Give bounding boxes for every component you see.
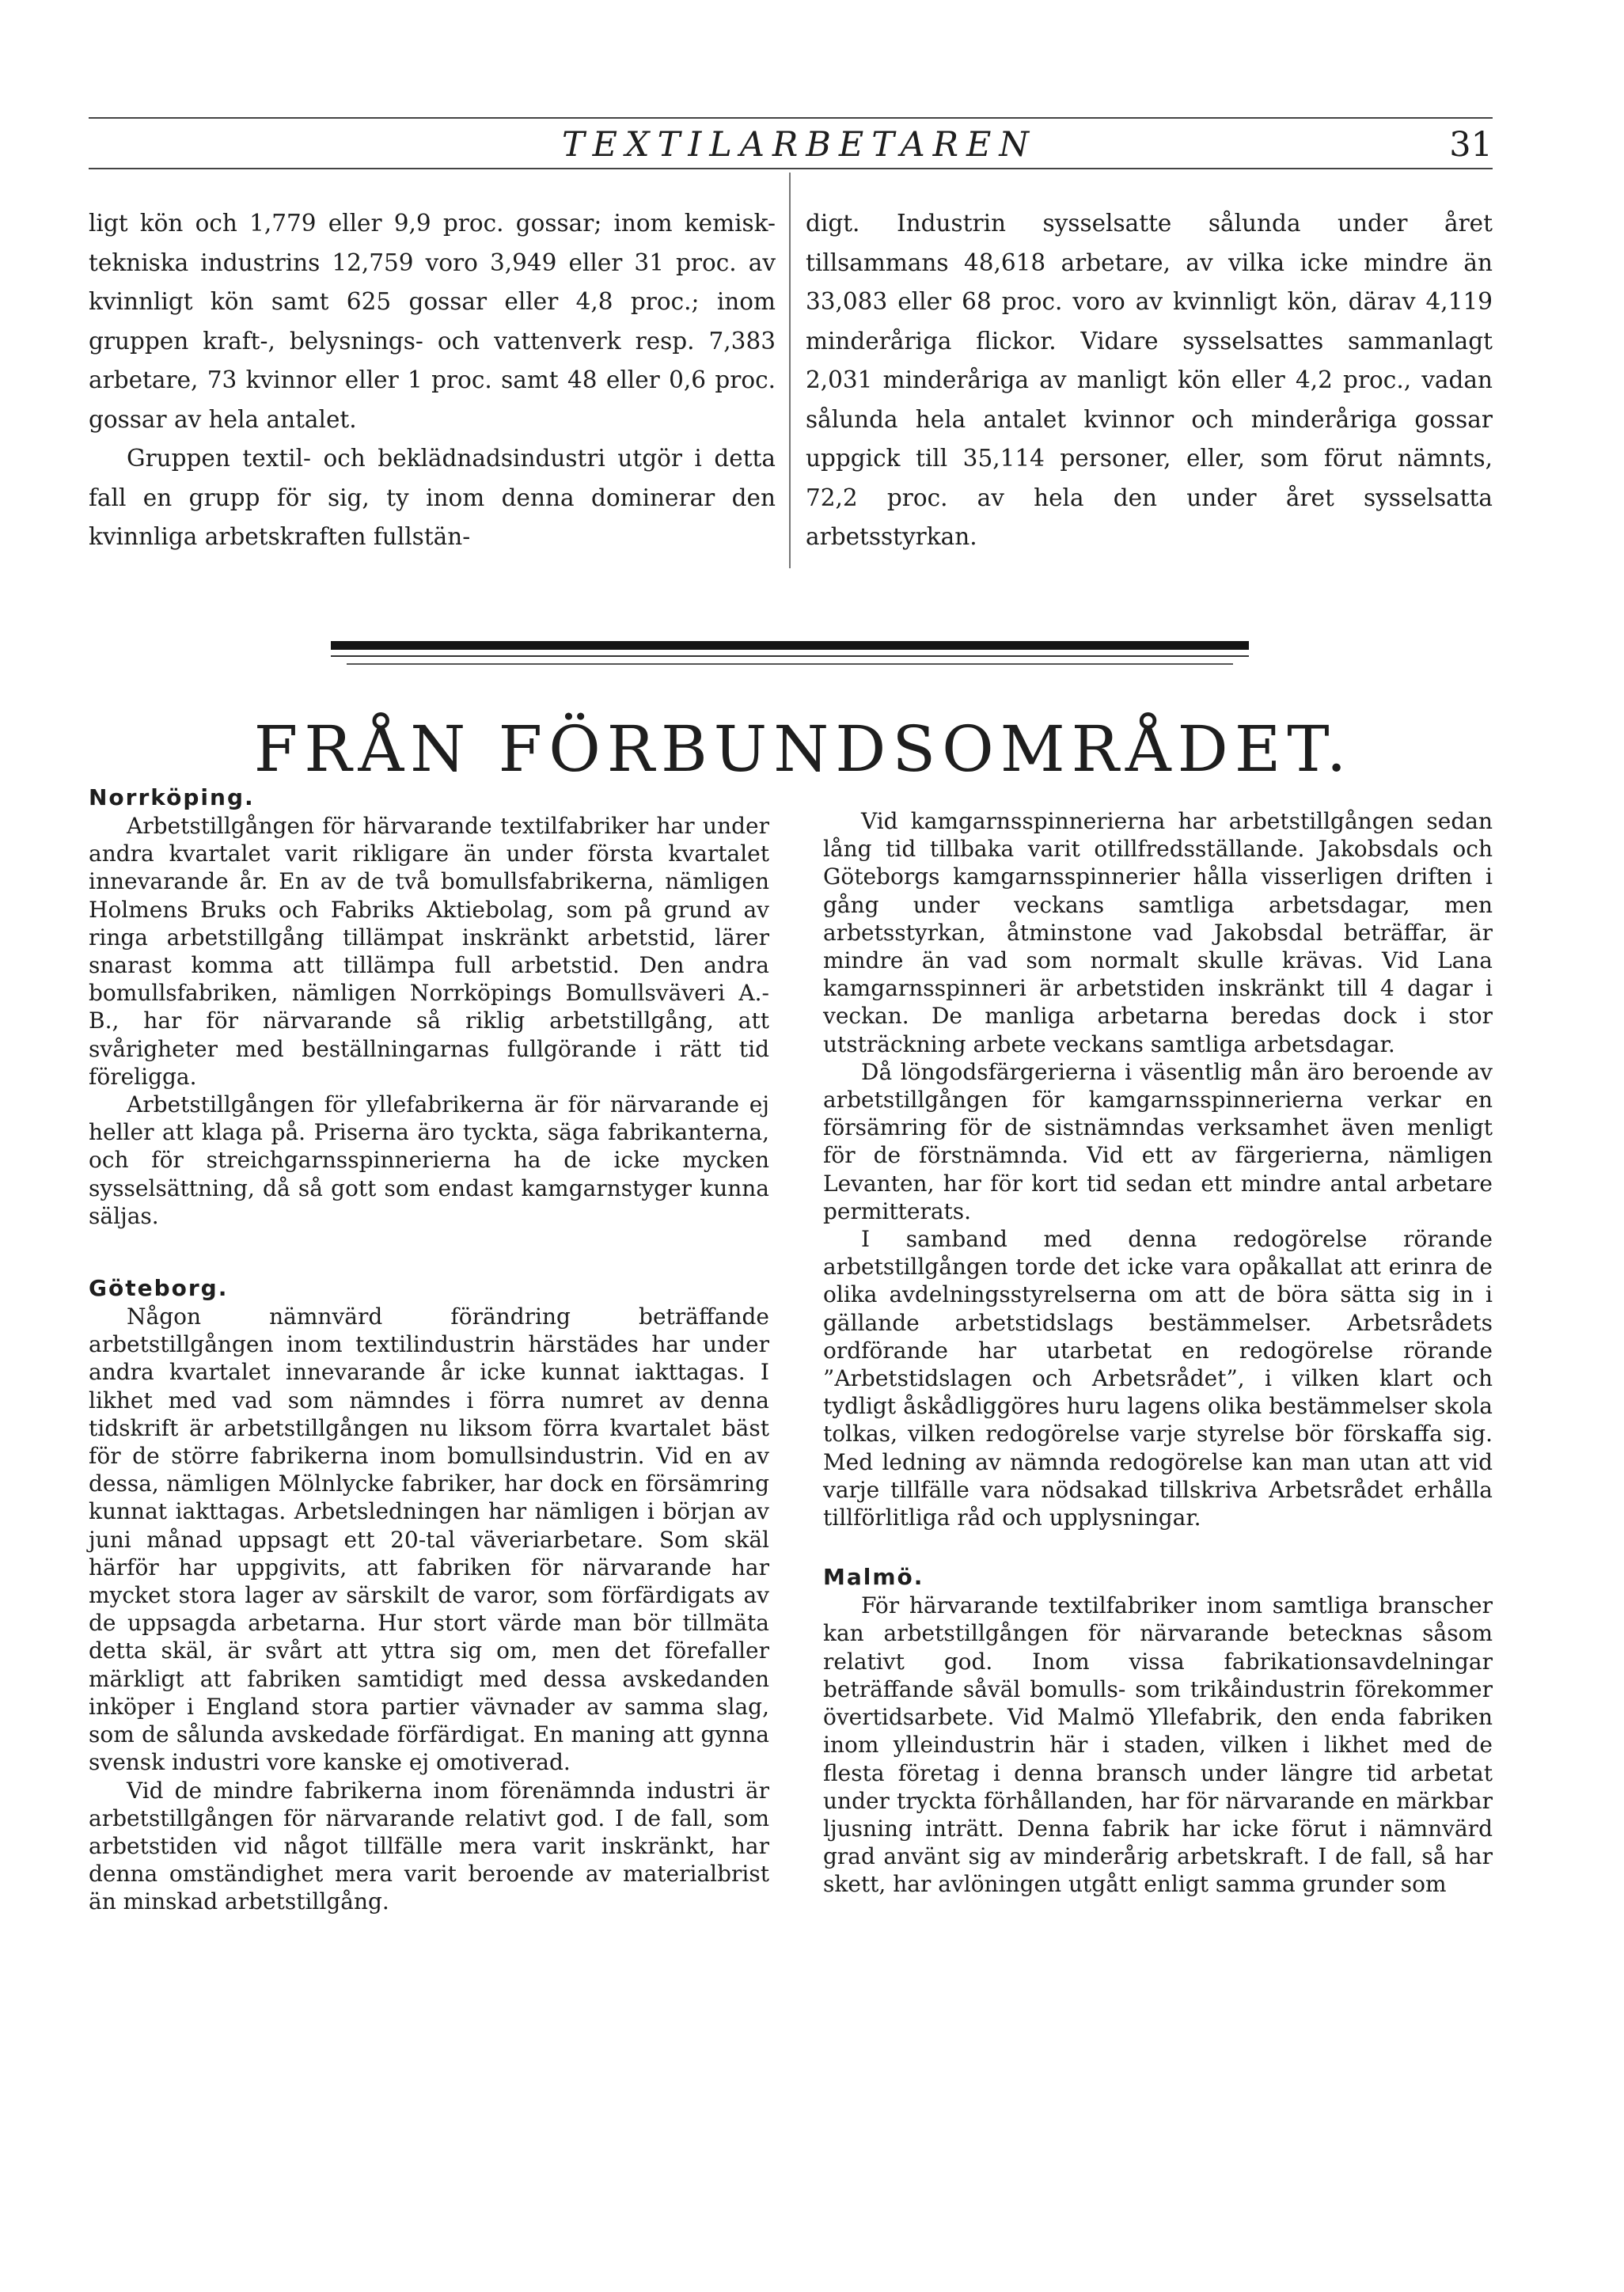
header-rule-top — [89, 117, 1493, 119]
right-news-column — [823, 807, 1493, 1899]
column-divider — [789, 173, 791, 568]
ornament-rule-thin — [331, 655, 1249, 657]
intro-right-column — [806, 204, 1493, 557]
goteborg-paragraph: Någon nämnvärd förändring beträffande arbetstillgången inom textilindustrin härstädes har under andra kvartalet innevarande år icke kunnat iakttagas. I likhet med vad som nämndes i förra numret av denna tidskrift är arbetstillgången nu liksom förra kvartalet bäst för de större fabrikerna inom bomullsindustrin. Vid en av dessa, nämligen Mölnlycke fabriker, har dock en försämring kunnat iakttagas. Arbetsledningen har nämligen i början av juni månad uppsagt ett 20-tal väveriarbetare. Som skäl härför har uppgivits, att fabriken för närvarande har mycket stora lager av särskilt de varor, som förfärdigats av de uppsagda arbetarna. Hur stort värde man bör tillmäta detta skäl, är svårt att yttra sig om, men det förefaller märkligt att fabriken samtidigt med dessa avskedanden inköper i England stora partier vävnader av samma slag, som de sålunda avskedade förfärdigat. En maning att gynna svensk industri vore kanske ej omotiverad. — [89, 1303, 769, 1776]
intro-right-paragraph: digt. Industrin sysselsatte sålunda under året tillsammans 48,618 arbetare, av vilka icke mindre än 33,083 eller 68 proc. voro av kvinnligt kön, därav 4,119 minderåriga flickor. Vidare sysselsattes sammanlagt 2,031 minderåriga av manligt kön eller 4,2 proc., vadan sålunda hela antalet kvinnor och minderåriga gossar uppgick till 35,114 personer, eller, som förut nämnts, 72,2 proc. av hela den under året sysselsatta arbetsstyrkan. — [806, 210, 1493, 550]
city-heading-goteborg: Göteborg. — [89, 1275, 229, 1302]
city-heading-malmo: Malmö. — [823, 1564, 924, 1591]
ornament-rule-thick — [331, 641, 1249, 650]
running-title: TEXTILARBETAREN — [561, 125, 1038, 165]
intro-left-paragraph: Gruppen textil- och beklädnadsindustri utgör i detta fall en grupp för sig, ty inom denna dominerar den kvinnliga arbetskraften fullstän- — [89, 445, 776, 550]
ornament-rule-thin — [347, 663, 1233, 665]
header-rule-bottom — [89, 168, 1493, 169]
section-title: FRÅN FÖRBUNDSOMRÅDET. — [253, 712, 1353, 786]
norrkoping-paragraph: Arbetstillgången för yllefabrikerna är för närvarande ej heller att klaga på. Priserna äro tyckta, säga fabrikanterna, och för streichgarnsspinnerierna ha de icke mycken sysselsättning, då så gott som endast kamgarnstyger kunna säljas. — [89, 1091, 769, 1229]
goteborg-continued-paragraph: I samband med denna redogörelse rörande arbetstillgången torde det icke vara opåkallat att erinra de olika avdelningsstyrelserna om att de böra sätta sig in i gällande arbetstidslags bestämmelser. Arbetsrådets ordförande har utarbetat en redogörelse rörande ”Arbetstidslagen och Arbetsrådet”, i vilken klart och tydligt åskådliggöres huru lagens olika bestämmelser skola tolkas, vilken redogörelse varje styrelse bör förskaffa sig. Med ledning av nämnda redogörelse kan man utan att vid varje tillfälle vara nödsakad tillskriva Arbetsrådet erhålla tillförlitliga råd och upplysningar. — [823, 1226, 1493, 1531]
page-number: 31 — [1449, 125, 1493, 165]
goteborg-continued-paragraph: Vid kamgarnsspinnerierna har arbetstillgången sedan lång tid tillbaka varit otillfredsställande. Jakobsdals och Göteborgs kamgarnsspinnerier hålla visserligen driften i gång under veckans samtliga arbetsdagar, men arbetsstyrkan, åtminstone vad Jakobsdal beträffar, är mindre än vad som normalt skulle krävas. Vid Lana kamgarnsspinneri är arbetstiden inskränkt till 4 dagar i veckan. De manliga arbetarna beredas dock i stor utsträckning arbete veckans samtliga arbetsdagar. — [823, 808, 1493, 1057]
intro-left-paragraph: ligt kön och 1,779 eller 9,9 proc. gossar; inom kemisk-tekniska industrins 12,759 voro 3,949 eller 31 proc. av kvinnligt kön samt 625 gossar eller 4,8 proc.; inom gruppen kraft-, belysnings- och vattenverk resp. 7,383 arbetare, 73 kvinnor eller 1 proc. samt 48 eller 0,6 proc. gossar av hela antalet. — [89, 210, 776, 433]
malmo-paragraph: För härvarande textilfabriker inom samtliga branscher kan arbetstillgången för närvarande betecknas såsom relativt god. Inom vissa fabrikationsavdelningar beträffande såväl bomulls- som trikåindustrin förekommer övertidsarbete. Vid Malmö Yllefabrik, den enda fabriken inom ylleindustrin här i staden, vilken i likhet med de flesta företag i denna bransch under längre tid arbetat under tryckta förhållanden, har för närvarande en märkbar ljusning inträtt. Denna fabrik har icke förut i nämnvärd grad använt sig av minderårig arbetskraft. I de fall, så har skett, har avlöningen utgått enligt samma grunder som — [823, 1592, 1493, 1898]
city-heading-norrkoping: Norrköping. — [89, 784, 255, 810]
norrkoping-paragraph: Arbetstillgången för härvarande textilfabriker har under andra kvartalet varit rikligare än under första kvartalet innevarande år. En av de två bomullsfabrikerna, nämligen Holmens Bruks och Fabriks Aktiebolag, som på grund av ringa arbetstillgång tillämpat inskränkt arbetstid, lärer snarast komma att tillämpa full arbetstid. Den andra bomullsfabriken, nämligen Norrköpings Bomullsväveri A.-B., har för närvarande så riklig arbetstillgång, att svårigheter med beställningarnas fullgörande i rätt tid föreligga. — [89, 813, 769, 1090]
left-news-column — [89, 784, 769, 1916]
goteborg-continued-paragraph: Då löngodsfärgerierna i väsentlig mån äro beroende av arbetstillgången för kamgarnsspinnerierna verkar en försämring för de sistnämndas verksamhet även menligt för de förstnämnda. Vid ett av färgerierna, nämligen Levanten, har för kort tid sedan ett mindre antal arbetare permitterats. — [823, 1058, 1493, 1224]
goteborg-paragraph: Vid de mindre fabrikerna inom förenämnda industri är arbetstillgången för närvarande relativt god. I de fall, som arbetstiden vid något tillfälle mera varit inskränkt, har denna omständighet mera varit beroende av materialbrist än minskad arbetstillgång. — [89, 1777, 769, 1915]
intro-left-column — [89, 204, 776, 557]
